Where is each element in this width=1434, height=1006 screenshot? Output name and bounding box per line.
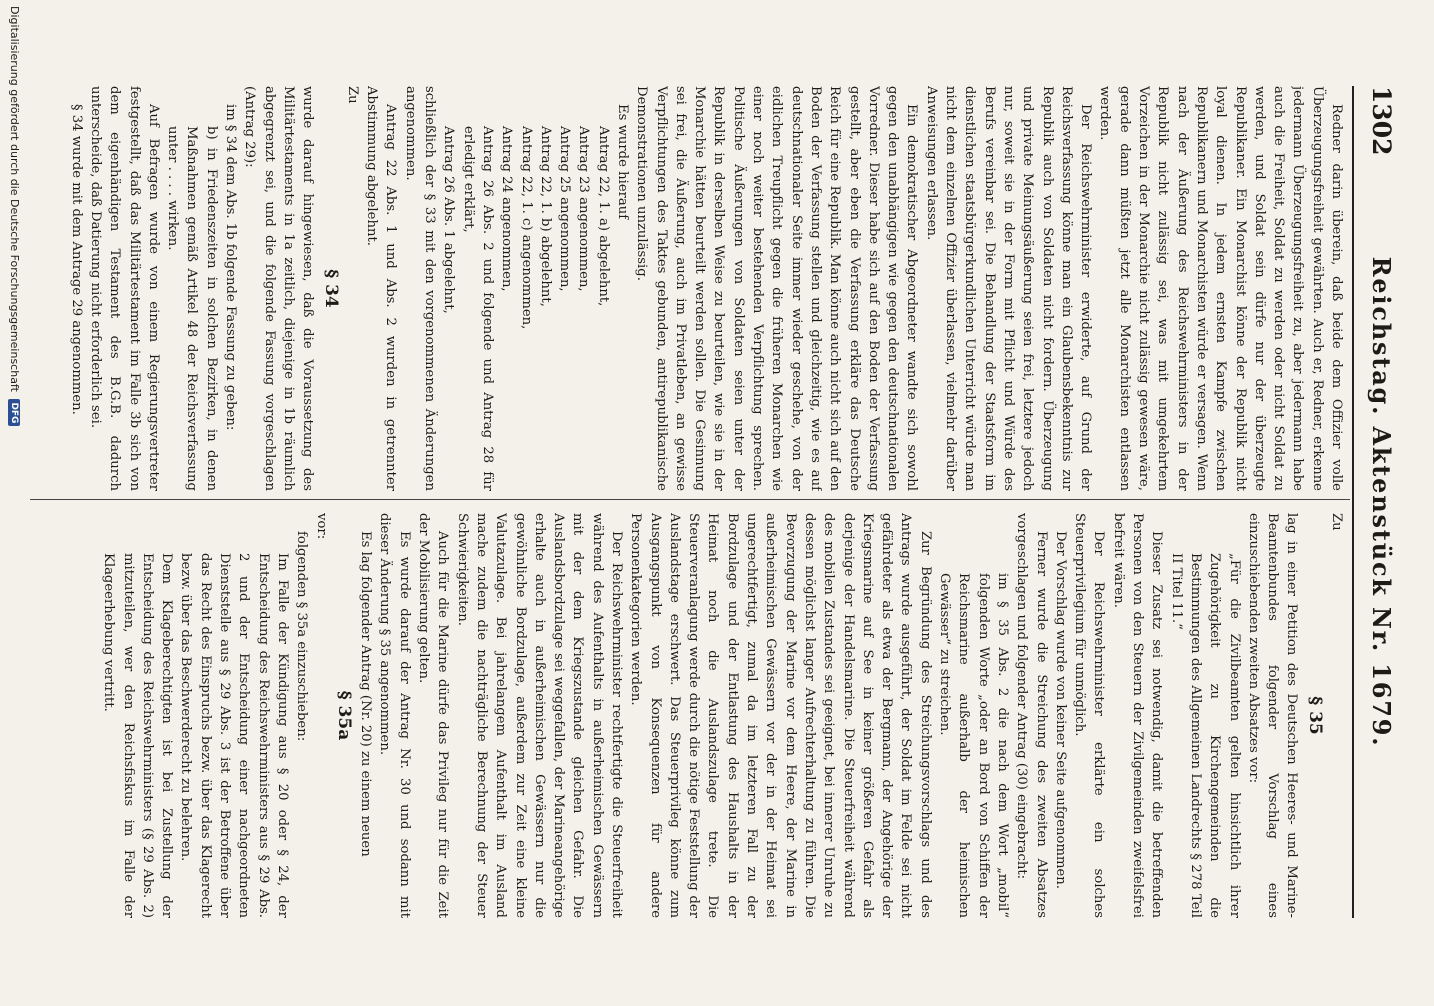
paragraph: schließlich der § 33 mit den vorgenommenen Änderungen angenommen. — [402, 86, 438, 491]
section-heading: § 35a — [333, 690, 354, 741]
paragraph: Es wurde hierauf — [615, 104, 631, 220]
paragraph: Zu — [344, 86, 360, 104]
page-header — [1360, 86, 1396, 918]
column-divider — [30, 499, 1350, 500]
paragraph: Antrag 24 angenommen, — [499, 126, 515, 292]
paragraph: Antrag 22, 1. a) abgelehnt, — [595, 126, 611, 307]
paragraph: Auf Befragen wurde von einem Regierungsvertreter festgestellt, daß das Militärtestament im Falle 3b sich von dem eigenhändigen Testament des B.G.B. dadurch unterscheide, daß Datierung nicht erforderlich sei. — [88, 86, 161, 491]
paragraph: Der Reichswehrminister erwiderte, auf Grund der Reichsverfassung könne man ein Glaubensbekenntnis zur Republik auch von Soldaten nicht fordern. Überzeugung und private Meinungsäußerung seien frei, letztere jedoch nur, soweit sie in der Form mit Pflicht und Würde des Berufs vereinbar sei. Die Behandlung der Staatsform im dienstlichen staatsbürgerkundlichen Unterricht würde man nicht dem einzelnen Offizier überlassen, vielmehr darüber Anweisungen erlassen. — [923, 86, 1094, 491]
section-heading: § 35 — [1304, 696, 1325, 735]
paragraph: b) in Friedenszeiten in solchen Bezirken, in denen Maßnahmen gemäß Artikel 48 der Reichsverfassung unter . . . . wirken. — [165, 126, 219, 491]
paragraph: Antrag 26 Abs. 1 abgelehnt, — [441, 126, 457, 314]
paragraph: lag in einer Petition des Deutschen Heeres- und Marine-Beamtenbundes folgender Vorschlag eines einzuschiebenden zweiten Absatzes vor: — [1245, 513, 1300, 918]
paragraph: Auch für die Marine dürfe das Privileg nur für die Zeit der Mobilisierung gelten. — [416, 513, 451, 918]
paragraph: Im Falle der Kündigung aus § 20 oder § 24, der Entscheidung des Reichswehrministers aus § 29 Abs. 2 und der Entscheidung einer nachgeordneten Dienststelle aus § 29 Abs. 3 ist der Betroffene über das Recht des Einspruchs bezw. über das Klagerecht bezw. über das Beschwerderecht zu belehren. — [178, 553, 290, 918]
paragraph: im § 35 Abs. 2 die nach dem Wort „mobil“ folgenden Worte „oder an Bord von Schiffen der Reichsmarine außerhalb der heimischen Gewässer“ zu streichen. — [937, 573, 1010, 918]
paragraph: Der Vorschlag wurde von keiner Seite aufgenommen. — [1052, 531, 1068, 889]
dfg-logo-icon: DFG — [8, 399, 20, 426]
paragraph: § 34 wurde mit dem Antrage 29 angenommen. — [68, 104, 84, 415]
paragraph: Es wurde darauf der Antrag Nr. 30 und sodann mit dieser Änderung § 35 angenommen. — [377, 513, 412, 918]
header-rule — [1352, 86, 1354, 918]
paragraph: Redner darin überein, daß beide dem Offizier volle Überzeugungsfreiheit gewährten. Auch er, Redner, erkenne jedermann Überzeugungsfreiheit zu, aber jedermann habe auch die Freiheit, Soldat zu werden oder nicht Soldat zu werden, und Soldat sein dürfe nur der überzeugte Republikaner. Ein Monarchist könne der Republik nicht loyal dienen. In jedem ernsten Kampfe zwischen Republikanern und Monarchisten würde er versagen. Wenn nach der Äußerung des Reichswehrministers in der Republik nicht zulässig sei, was mit umgekehrtem Vorzeichen in der Monarchie nicht zulässig gewesen wäre, gerade dann müßten jetzt alle Monarchisten entlassen werden. — [1097, 86, 1344, 491]
paragraph: Der Reichswehrminister rechtfertigte die Steuerfreiheit während des Aufenthalts in außerheimischen Gewässern mit der dem Kriegszustande gleichen Gefahr. Die Auslandsbordzulage sei weggefallen, der Marineangehörige erhalte auch in außerheimischen Gewässern nur die gewöhnliche Bordzulage, außerdem zur Zeit eine kleine Valutazulage. Bei jahrelangem Aufenthalt im Ausland mache zudem die nachträgliche Berechnung der Steuer Schwierigkeiten. — [454, 513, 625, 918]
paragraph: folgenden § 35a einzuschieben: — [294, 531, 310, 742]
paragraph: Es lag folgender Antrag (Nr. 20) zu einem neuen — [358, 531, 374, 857]
paragraph: Der Reichswehrminister erklärte ein solches Steuerprivilegium für unmöglich. — [1072, 513, 1107, 918]
paragraph: Dieser Zusatz sei notwendig, damit die betreffenden Personen von den Steuern der Zivilgemeinden zweifelsfrei befreit wären. — [1110, 513, 1165, 918]
digitization-note: Digitalisierung gefördert durch die Deutsche Forschungsgemeinschaft — [8, 6, 21, 392]
paragraph: wurde darauf hingewiesen, daß die Voraussetzung des Militärtestaments in 1a zeitlich, diejenige in 1b räumlich abgegrenzt sei, und die folgende Fassung vorgeschlagen (Antrag 29): — [242, 86, 316, 491]
paragraph: Antrag 22, 1. b) abgelehnt, — [537, 126, 553, 307]
paragraph: vor: — [313, 513, 329, 540]
paragraph: Zu — [1329, 513, 1344, 531]
paragraph: Zur Begründung des Streichungsvorschlags und des Antrags wurde ausgeführt, der Soldat im Felde sei nicht gefährdeter als etwa der Bergmann, der Angehörige der Kriegsmarine auf See in keiner größeren Gefahr als derjenige der Handelsmarine. Die Steuerfreiheit während des mobilen Zustandes sei geeignet, bei innerer Unruhe zu dessen möglichst langer Aufrechterhaltung zu führen. Die Bevorzugung der Marine vor dem Heere, der Marine in außerheimischen Gewässern vor der in der Heimat sei ungerechtfertigt, zumal da im letzteren Fall zu der Bordzulage und der Entlastung des Haushalts in der Heimat noch die Auslandszulage trete. Die Steuerveranlagung werde durch die nötige Feststellung der Auslandstage erschwert. Das Steuerprivileg könne zum Ausgangspunkt von Konsequenzen für andere Personenkategorien werden. — [628, 513, 933, 918]
paragraph: Ein demokratischer Abgeordneter wandte sich sowohl gegen den unabhängigen wie gegen den deutschnationalen Vorredner. Dieser habe sich auf den Boden der Verfassung gestellt, aber eben die Verfassung erkläre das Deutsche Reich für eine Republik. Man könne auch nicht sich auf den Boden der Verfassung stellen und gleichzeitig, wie es auf deutschnationaler Seite immer wieder geschehe, von der eidlichen Treupflicht gegen die früheren Monarchen wie einer noch weiter bestehenden Verpflichtung sprechen. Politische Äußerungen von Soldaten seien unter der Republik in derselben Weise zu beurteilen, wie sie in der Monarchie hätten beurteilt werden sollen. Die Gesinnung sei frei, die Äußerung, auch im Privatleben, an gewisse Verpflichtungen des Taktes gebunden, antirepublikanische Demonstrationen unzulässig. — [634, 86, 920, 491]
paragraph: Antrag 26 Abs. 2 und folgende und Antrag 28 für erledigt erklärt, — [460, 126, 495, 491]
left-column — [26, 86, 1346, 491]
page-number: 1302 — [1367, 86, 1396, 156]
paragraph: „Für die Zivilbeamten gelten hinsichtlich ihrer Zugehörigkeit zu Kirchengemeinden die Bestimmungen des Allgemeinen Landrechts § 278 Teil II Titel 11.“ — [1168, 553, 1242, 918]
paragraph: Antrag 25 angenommen, — [557, 126, 573, 292]
paragraph: im § 34 dem Abs. 1b folgende Fassung zu geben: — [223, 104, 239, 431]
digitization-footer — [0, 0, 29, 1006]
right-column — [26, 513, 1346, 918]
paragraph: Antrag 22 Abs. 1 und Abs. 2 wurden in getrennter Abstimmung abgelehnt. — [364, 86, 399, 491]
paragraph: Ferner wurde die Streichung des zweiten Absatzes vorgeschlagen und folgender Antrag (30) eingebracht: — [1014, 513, 1049, 918]
paragraph: Antrag 22, 1. c) angenommen, — [518, 126, 534, 330]
page-title: Reichstag. Aktenstück Nr. 1679. — [1367, 256, 1396, 748]
paragraph: Dem Klageberechtigten ist bei Zustellung der Entscheidung des Reichswehrministers (§ 29 Abs. 2) mitzuteilen, wer den Reichsfiskus im Falle der Klageerhebung vertritt. — [101, 553, 175, 918]
paragraph: Antrag 23 angenommen, — [576, 126, 592, 292]
section-heading: § 34 — [320, 269, 341, 308]
